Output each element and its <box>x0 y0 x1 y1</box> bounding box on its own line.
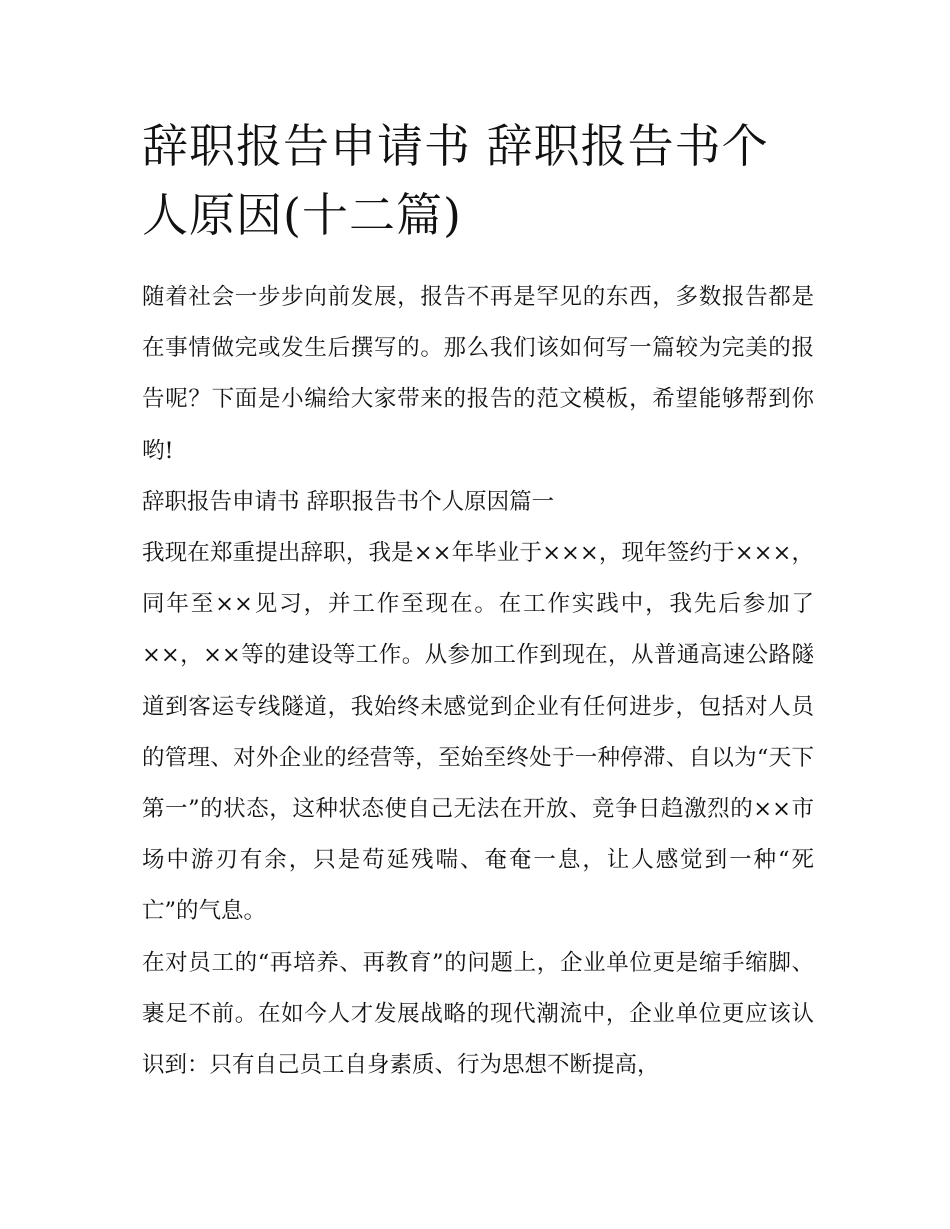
body-paragraph: 在对员工的“再培养、再教育”的问题上，企业单位更是缩手缩脚、裹足不前。在如今人才发展战略的现代潮流中，企业单位更应该认识到：只有自己员工自身素质、行为思想不断提高， <box>142 949 814 1079</box>
document-body <box>142 272 814 1091</box>
section-heading: 辞职报告申请书 辞职报告书个人原因篇一 <box>142 488 555 515</box>
body-paragraph: 我现在郑重提出辞职，我是××年毕业于×××，现年签约于×××，同年至××见习，并工作至现在。在工作实践中，我先后参加了××，××等的建设等工作。从参加工作到现在，从普通高速公路隧道到客运专线隧道，我始终未感觉到企业有任何进步，包括对人员的管理、对外企业的经营等，至始至终处于一种停滞、自以为“天下第一”的状态，这种状态使自己无法在开放、竞争日趋激烈的××市场中游刃有余，只是苟延残喘、奄奄一息，让人感觉到一种“死亡”的气息。 <box>142 540 814 925</box>
intro-paragraph: 随着社会一步步向前发展，报告不再是罕见的东西，多数报告都是在事情做完或发生后撰写的。那么我们该如何写一篇较为完美的报告呢？下面是小编给大家带来的报告的范文模板，希望能够帮到你哟! <box>142 284 814 464</box>
document-page <box>142 112 814 1091</box>
document-title: 辞职报告申请书 辞职报告书个人原因(十二篇) <box>142 119 769 242</box>
